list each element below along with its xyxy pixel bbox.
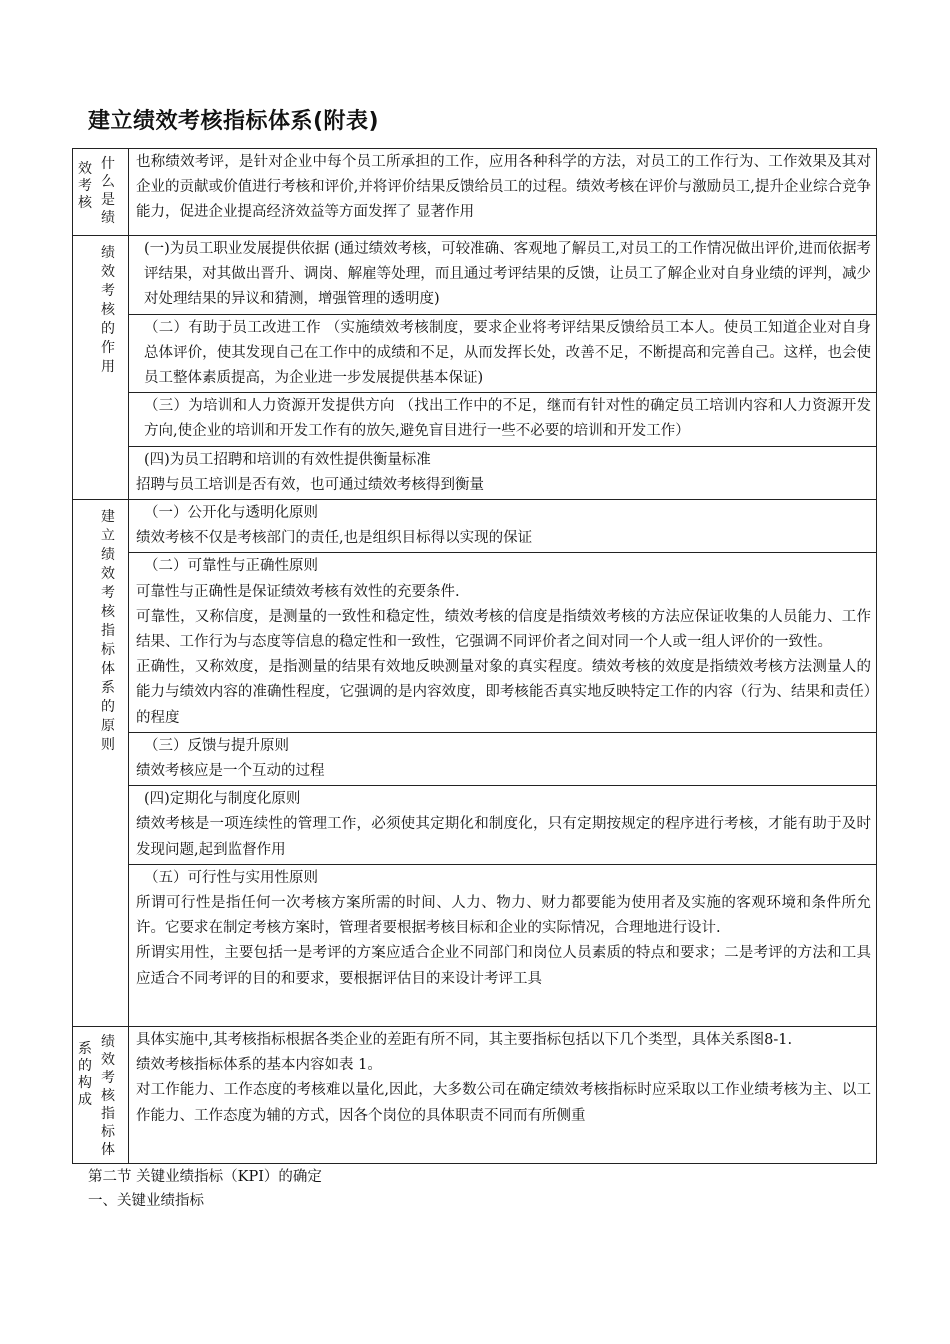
row-label	[73, 149, 129, 236]
table-row	[73, 149, 877, 236]
paragraph: 正确性，又称效度，是指测量的结果有效地反映测量对象的真实程度。绩效考核的效度是指绩效考核方法测量人的能力与绩效内容的准确性程度，它强调的是内容效度，即考核能否真实地反映特定工作的内容（行为、结果和责任）的程度	[136, 659, 871, 726]
table-row	[73, 500, 877, 1027]
paragraph: 可靠性与正确性是保证绩效考核有效性的充要条件.	[136, 583, 460, 600]
paragraph: 绩效考核是一项连续性的管理工作，必须使其定期化和制度化，只有定期按规定的程序进行考核，才能有助于及时发现问题,起到监督作用	[136, 816, 871, 858]
paragraph: 绩效考核应是一个互动的过程	[136, 763, 325, 780]
row-label-col2: 绩效考核指标体	[101, 1034, 115, 1159]
row-label-col1: 效考核	[78, 161, 92, 211]
table-row	[73, 236, 877, 500]
row-content	[129, 1027, 877, 1164]
row-label-col1: 系的构成	[78, 1041, 92, 1109]
paragraph: 绩效考核指标体系的基本内容如表 1。	[136, 1057, 382, 1074]
paragraph: 具体实施中,其考核指标根据各类企业的差距有所不同，其主要指标包括以下几个类型，具体关系图8-1.	[136, 1032, 793, 1049]
row-label	[73, 500, 129, 1027]
block-heading: （三）为培训和人力资源开发提供方向 （找出工作中的不足，继而有针对性的确定员工培训内容和人力资源开发方向,使企业的培训和开发工作有的放矢,避免盲目进行一些不必要的培训和开发工作）	[144, 398, 871, 440]
block-heading: （二）可靠性与正确性原则	[144, 558, 318, 575]
content-block	[129, 392, 876, 445]
content-block	[129, 446, 876, 499]
block-heading: (四)定期化与制度化原则	[144, 791, 301, 808]
content-block	[129, 149, 876, 227]
paragraph: 所谓实用性，主要包括一是考评的方案应适合企业不同部门和岗位人员素质的特点和要求；二是考评的方法和工具应适合不同考评的目的和要求，要根据评估目的来设计考评工具	[136, 945, 871, 987]
row-label	[73, 1027, 129, 1164]
block-heading: （一）公开化与透明化原则	[144, 505, 318, 522]
indicator-table	[72, 148, 877, 1164]
block-heading: （三）反馈与提升原则	[144, 737, 289, 754]
row-label	[73, 236, 129, 500]
content-block	[129, 1027, 876, 1130]
block-heading: (四)为员工招聘和培训的有效性提供衡量标准	[144, 451, 431, 468]
paragraph: 对工作能力、工作态度的考核难以量化,因此，大多数公司在确定绩效考核指标时应采取以工作业绩考核为主、以工作能力、工作态度为辅的方式，因各个岗位的具体职责不同而有所侧重	[136, 1082, 871, 1124]
paragraph: 绩效考核不仅是考核部门的责任,也是组织目标得以实现的保证	[136, 530, 533, 547]
content-block	[129, 864, 876, 993]
row-content	[129, 500, 877, 1027]
paragraph: 可靠性，又称信度，是测量的一致性和稳定性，绩效考核的信度是指绩效考核的方法应保证收集的人员能力、工作结果、工作行为与态度等信息的稳定性和一致性，它强调不同评价者之间对同一个人或一组人评价的一致性。	[136, 608, 871, 651]
row-label-col2: 建立绩效考核指标体系的原则	[101, 509, 115, 754]
row-content	[129, 149, 877, 236]
content-block	[129, 236, 876, 314]
block-heading: （二）有助于员工改进工作 （实施绩效考核制度，要求企业将考评结果反馈给员工本人。使员工知道企业对自身总体评价，使其发现自己在工作中的成绩和不足，从而发挥长处，改善不足，不断提高和完善自己。这样，也会使员工整体素质提高，为企业进一步发展提供基本保证)	[144, 319, 871, 387]
block-heading: （五）可行性与实用性原则	[144, 869, 318, 886]
content-block	[129, 785, 876, 864]
table-row	[73, 1027, 877, 1164]
paragraph: 招聘与员工培训是否有效，也可通过绩效考核得到衡量	[136, 476, 484, 493]
content-block	[129, 552, 876, 731]
content-block	[129, 314, 876, 393]
content-block	[129, 732, 876, 785]
row-label-col2: 绩效考核的作用	[101, 245, 115, 375]
row-content	[129, 236, 877, 500]
subsection-heading: 一、关键业绩指标	[88, 1193, 204, 1209]
paragraph: 也称绩效考评，是针对企业中每个员工所承担的工作，应用各种科学的方法，对员工的工作行为、工作效果及其对企业的贡献或价值进行考核和评价,并将评价结果反馈给员工的过程。绩效考核在评价与激励员工,提升企业综合竞争能力，促进企业提高经济效益等方面发挥了 显著作用	[136, 154, 871, 221]
block-heading: (一)为员工职业发展提供依据 (通过绩效考核，可较准确、客观地了解员工,对员工的工作情况做出评价,进而依据考评结果，对其做出晋升、调岗、解雇等处理，而且通过考评结果的反馈，让员工了解企业对自身业绩的评判，减少对处理结果的异议和猜测，增强管理的透明度)	[144, 241, 871, 308]
paragraph: 所谓可行性是指任何一次考核方案所需的时间、人力、物力、财力都要能为使用者及实施的客观环境和条件所允许。它要求在制定考核方案时，管理者要根据考核目标和企业的实际情况，合理地进行设计.	[136, 895, 871, 937]
content-block	[129, 500, 876, 552]
section-heading: 第二节 关键业绩指标（KPI）的确定	[88, 1169, 322, 1185]
page-title: 建立绩效考核指标体系(附表)	[88, 109, 380, 134]
row-label-col2: 什么是绩	[101, 156, 115, 226]
